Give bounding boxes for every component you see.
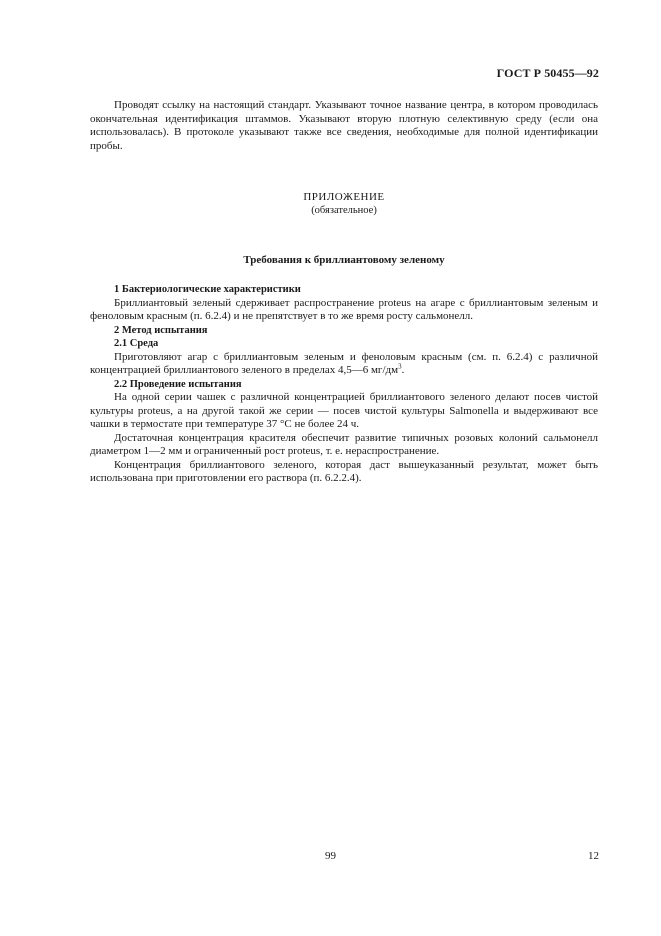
section-2-1-text bbox=[90, 351, 598, 378]
section-2-1-text-end: . bbox=[401, 364, 405, 376]
superscript-3: 3 bbox=[398, 362, 402, 371]
section-2-2-title: 2.2 Проведение испытания bbox=[114, 378, 242, 390]
section-1-title: 1 Бактериологические характеристики bbox=[114, 284, 301, 295]
page-number: 99 bbox=[325, 850, 336, 862]
annex-subtitle: (обязательное) bbox=[311, 205, 377, 216]
section-2-2-text-1: На одной серии чашек с различной концентрацией бриллиантового зеленого делают посев чистой культуры proteus, а на другой такой же серии — посев чистой культуры Salmonella и выдерживают все чашки в термостате при температуре 37 °С не более 24 ч. bbox=[90, 391, 598, 430]
section-2-2-text-3: Концентрация бриллиантового зеленого, которая даст вышеуказанный результат, может быть использована при приготовлении его раствора (п. 6.2.2.4). bbox=[90, 458, 598, 484]
intro-paragraph: Проводят ссылку на настоящий стандарт. Указывают точное название центра, в котором проводилась окончательная идентификация штаммов. Указывают вторую плотную селективную среду (если она использовалась). В протоколе указывают также все сведения, необходимые для полной идентификации пробы. bbox=[90, 99, 598, 152]
annex-title: ПРИЛОЖЕНИЕ bbox=[303, 191, 385, 203]
requirements-heading: Требования к бриллиантовому зеленому bbox=[243, 254, 445, 266]
section-2-2-text-2: Достаточная концентрация красителя обеспечит развитие типичных розовых колоний сальмонелл диаметром 1—2 мм и ограниченный рост proteus, т. е. нераспространение. bbox=[90, 431, 598, 457]
annex-heading bbox=[90, 191, 598, 217]
sheet-number: 12 bbox=[588, 850, 599, 862]
section-2-title: 2 Метод испытания bbox=[114, 324, 208, 336]
section-2-1-title: 2.1 Среда bbox=[114, 338, 159, 349]
intro-section bbox=[90, 99, 598, 153]
section-1-text: Бриллиантовый зеленый сдерживает распространение proteus на агаре с бриллиантовым зеленым и феноловым красным (п. 6.2.4) и не препятствует в то же время росту сальмонелл. bbox=[90, 296, 598, 322]
requirements-body bbox=[90, 283, 598, 486]
document-code: ГОСТ Р 50455—92 bbox=[496, 66, 599, 80]
section-2-1-text-main: Приготовляют агар с бриллиантовым зеленым и феноловым красным (см. п. 6.2.4) с различной концентрацией бриллиантового зеленого в пределах 4,5—6 мг/дм bbox=[90, 350, 598, 376]
